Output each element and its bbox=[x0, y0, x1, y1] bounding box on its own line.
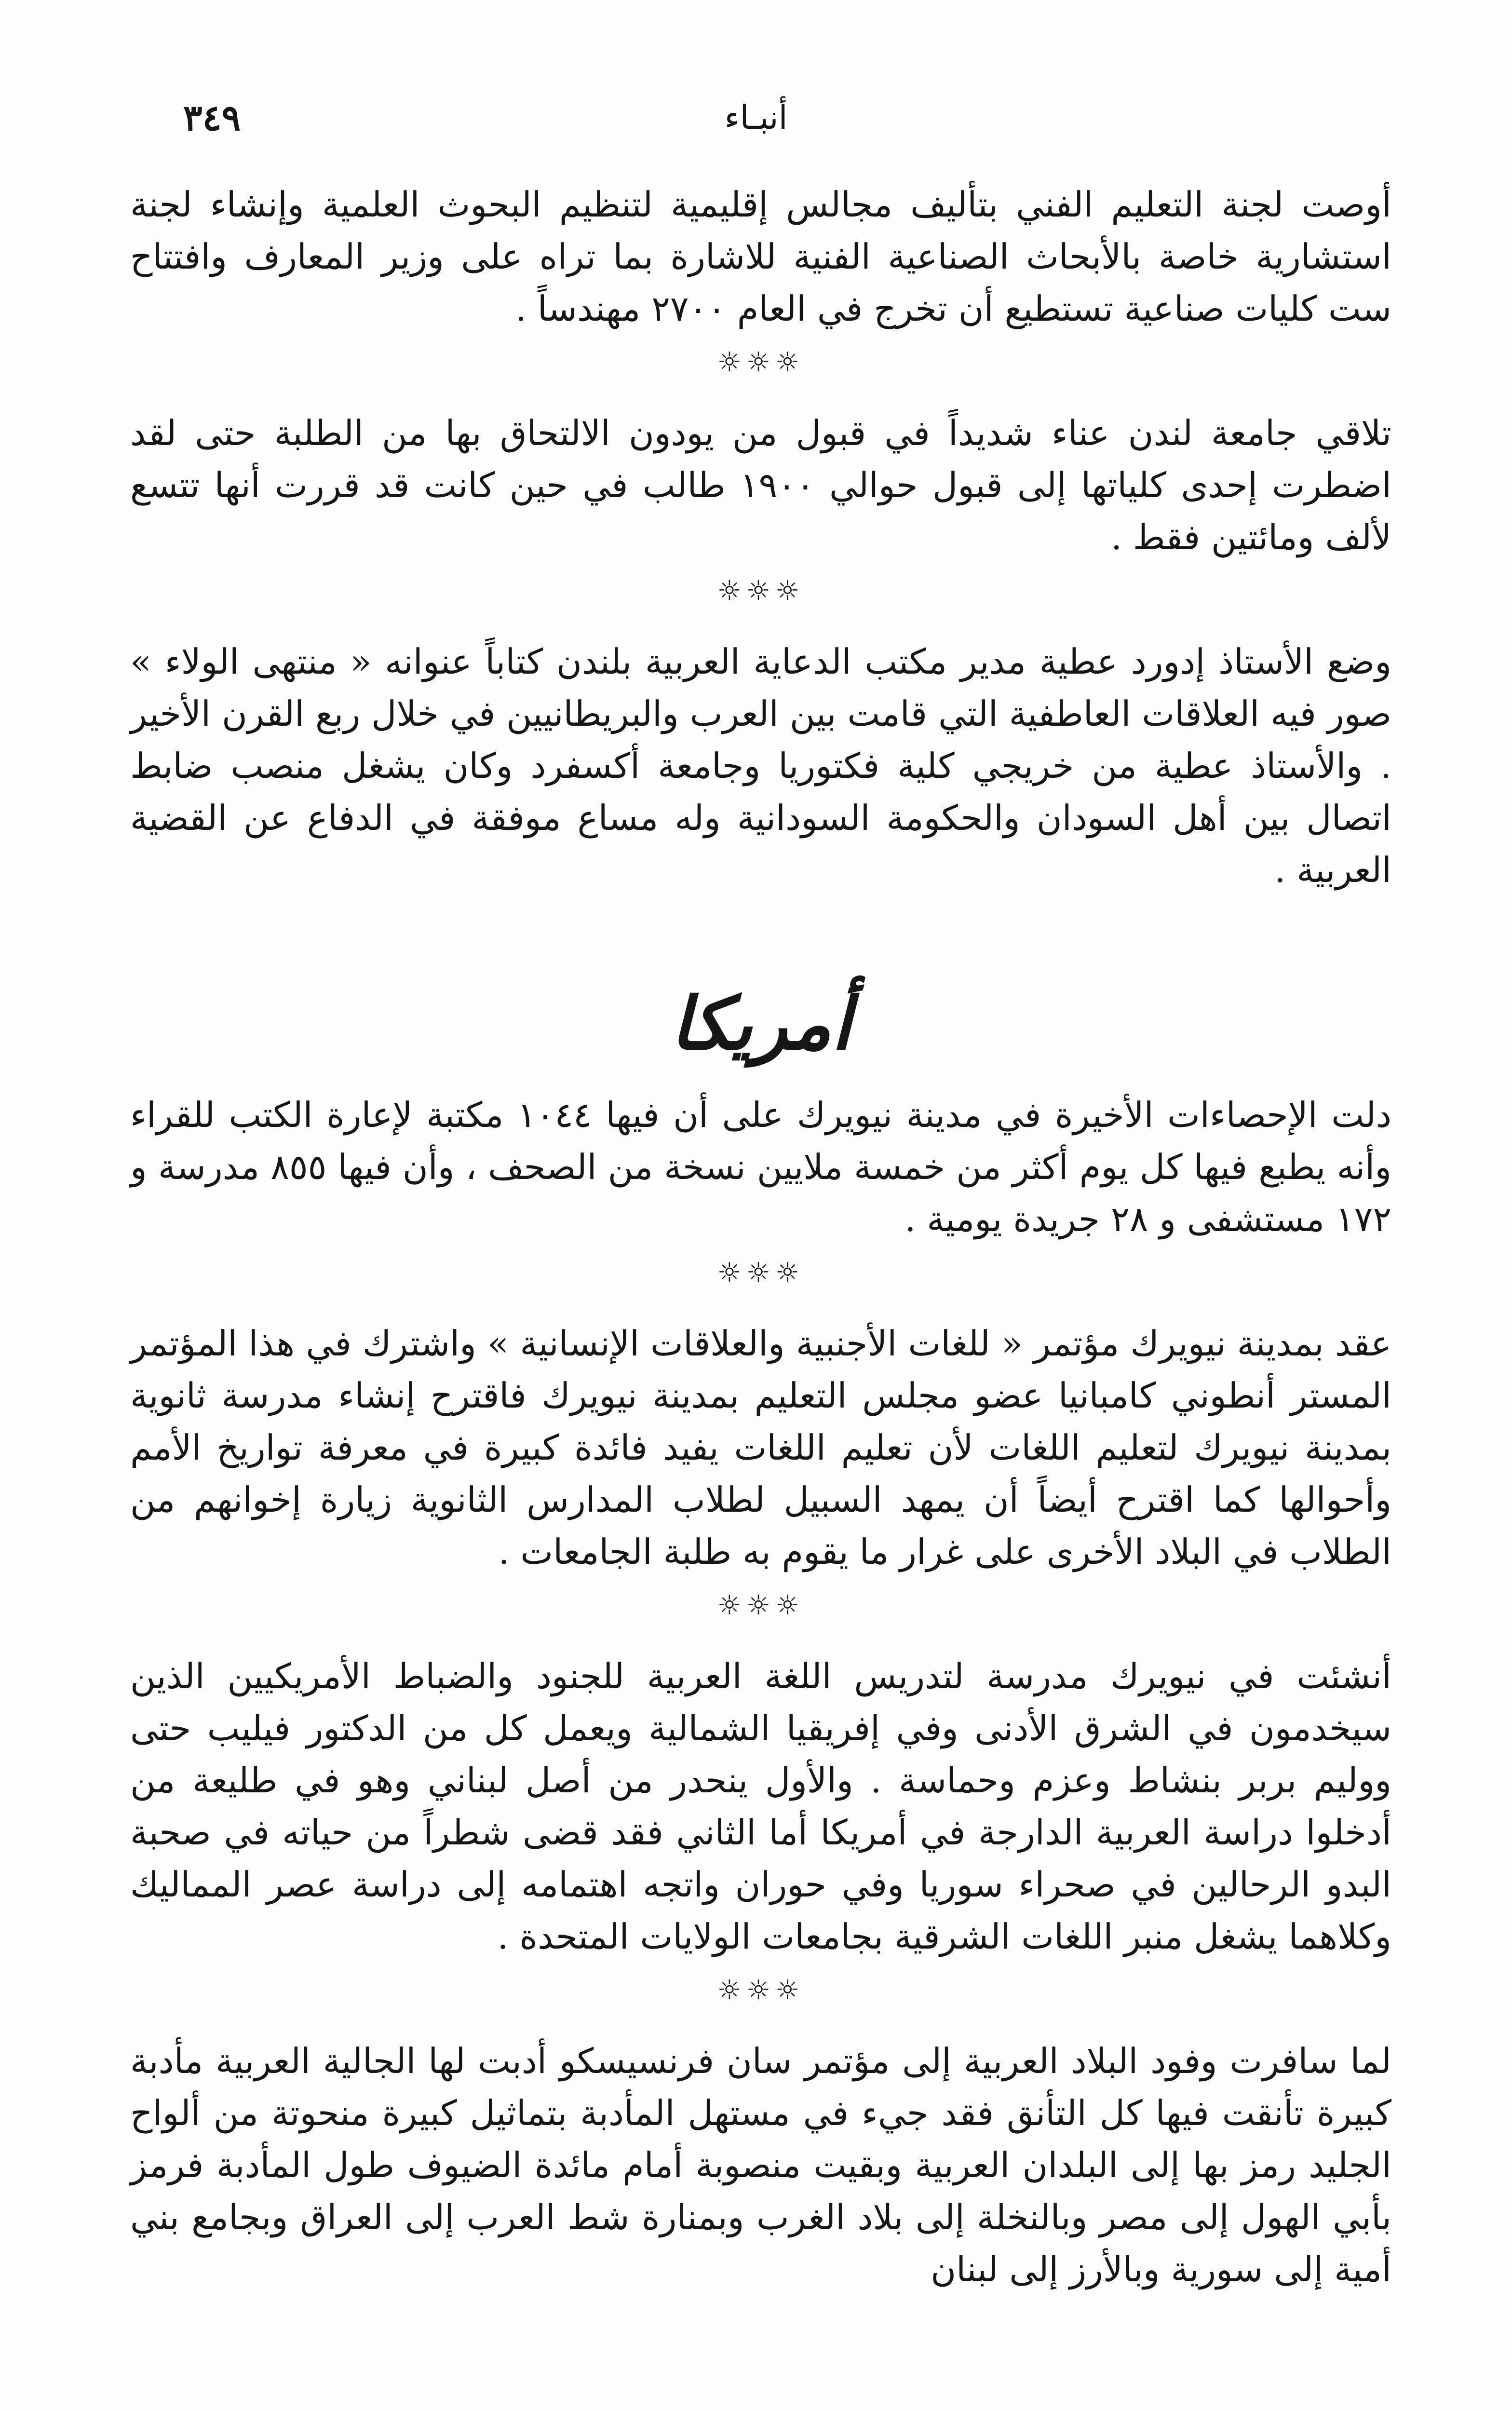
news-item-arabic-school: أنشئت في نيويرك مدرسة لتدريس اللغة العربية للجنود والضباط الأمريكيين الذين سيخدمون في الشرق الأدنى وفي إفريقيا الشمالية ويعمل كل من الدكتور فيليب حتى ووليم بربر بنشاط وعزم وحماسة . والأول ينحدر من أصل لبناني وهو في طليعة من أدخلوا دراسة العربية الدارجة في أمريكا أما الثاني فقد قضى شطراً من حياته في صحبة البدو الرحالين في صحراء سوريا وفي حوران واتجه اهتمامه إلى دراسة عصر المماليك وكلاهما يشغل منبر اللغات الشرقية بجامعات الولايات المتحدة . bbox=[130, 1656, 1391, 1957]
section-separator: ☼☼☼ bbox=[717, 1590, 805, 1621]
section-separator: ☼☼☼ bbox=[717, 1257, 805, 1288]
page-header bbox=[130, 92, 1382, 149]
section-separator: ☼☼☼ bbox=[717, 1975, 805, 2006]
news-item-london-university: تلاقي جامعة لندن عناء شديداً في قبول من يودون الالتحاق بها من الطلبة حتى لقد اضطرت إحدى كلياتها إلى قبول حوالي ١٩٠٠ طالب في حين كانت قد قررت أنها تتسع لألف ومائتين فقط . bbox=[130, 413, 1391, 557]
section-separator: ☼☼☼ bbox=[717, 347, 805, 378]
page-number: ٣٤٩ bbox=[183, 97, 241, 139]
news-item-edward-atiyah: وضع الأستاذ إدورد عطية مدير مكتب الدعاية العربية بلندن كتاباً عنوانه « منتهى الولاء » صور فيه العلاقات العاطفية التي قامت بين العرب والبريطانيين في خلال ربع القرن الأخير . والأستاذ عطية من خريجي كلية فكتوريا وجامعة أكسفرد وكان يشغل منصب ضابط اتصال بين أهل السودان والحكومة السودانية وله مساع موفقة في الدفاع عن القضية العربية . bbox=[130, 641, 1391, 890]
section-separator: ☼☼☼ bbox=[717, 575, 805, 607]
news-item-new-york-statistics: دلت الإحصاءات الأخيرة في مدينة نيويرك على أن فيها ١٠٤٤ مكتبة لإعارة الكتب للقراء وأنه يطبع فيها كل يوم أكثر من خمسة ملايين نسخة من الصحف ، وأن فيها ٨٥٥ مدرسة و ١٧٢ مستشفى و ٢٨ جريدة يومية . bbox=[130, 1095, 1392, 1239]
section-title-america: أمريكا bbox=[670, 981, 851, 1066]
news-item-technical-education: أوصت لجنة التعليم الفني بتأليف مجالس إقليمية لتنظيم البحوث العلمية وإنشاء لجنة استشارية خاصة بالأبحاث الصناعية الفنية للاشارة بما تراه على وزير المعارف وافتتاح ست كليات صناعية تستطيع أن تخرج في العام ٢٧٠٠ مهندساً . bbox=[130, 184, 1391, 329]
running-title: أنبـاء bbox=[724, 99, 788, 137]
news-item-san-francisco-banquet: لما سافرت وفود البلاد العربية إلى مؤتمر سان فرنسيسكو أدبت لها الجالية العربية مأدبة كبيرة تأنقت فيها كل التأنق فقد جيء في مستهل المأدبة بتماثيل كبيرة منحوتة من ألواح الجليد رمز بها إلى البلدان العربية وبقيت منصوبة أمام مائدة الضيوف طول المأدبة فرمز بأبي الهول إلى مصر وبالنخلة إلى بلاد الغرب وبمنارة شط العرب إلى العراق وبجامع بني أمية إلى سورية وبالأرز إلى لبنان bbox=[130, 2041, 1391, 2289]
page-body bbox=[130, 178, 1391, 2295]
news-item-languages-conference: عقد بمدينة نيويرك مؤتمر « للغات الأجنبية والعلاقات الإنسانية » واشترك في هذا المؤتمر المستر أنطوني كامبانيا عضو مجلس التعليم بمدينة نيويرك فاقترح إنشاء مدرسة ثانوية بمدينة نيويرك لتعليم اللغات لأن تعليم اللغات يفيد فائدة كبيرة في معرفة تواريخ الأمم وأحوالها كما اقترح أيضاً أن يمهد السبيل لطلاب المدارس الثانوية زيارة إخوانهم من الطلاب في البلاد الأخرى على غرار ما يقوم به طلبة الجامعات . bbox=[130, 1323, 1391, 1572]
